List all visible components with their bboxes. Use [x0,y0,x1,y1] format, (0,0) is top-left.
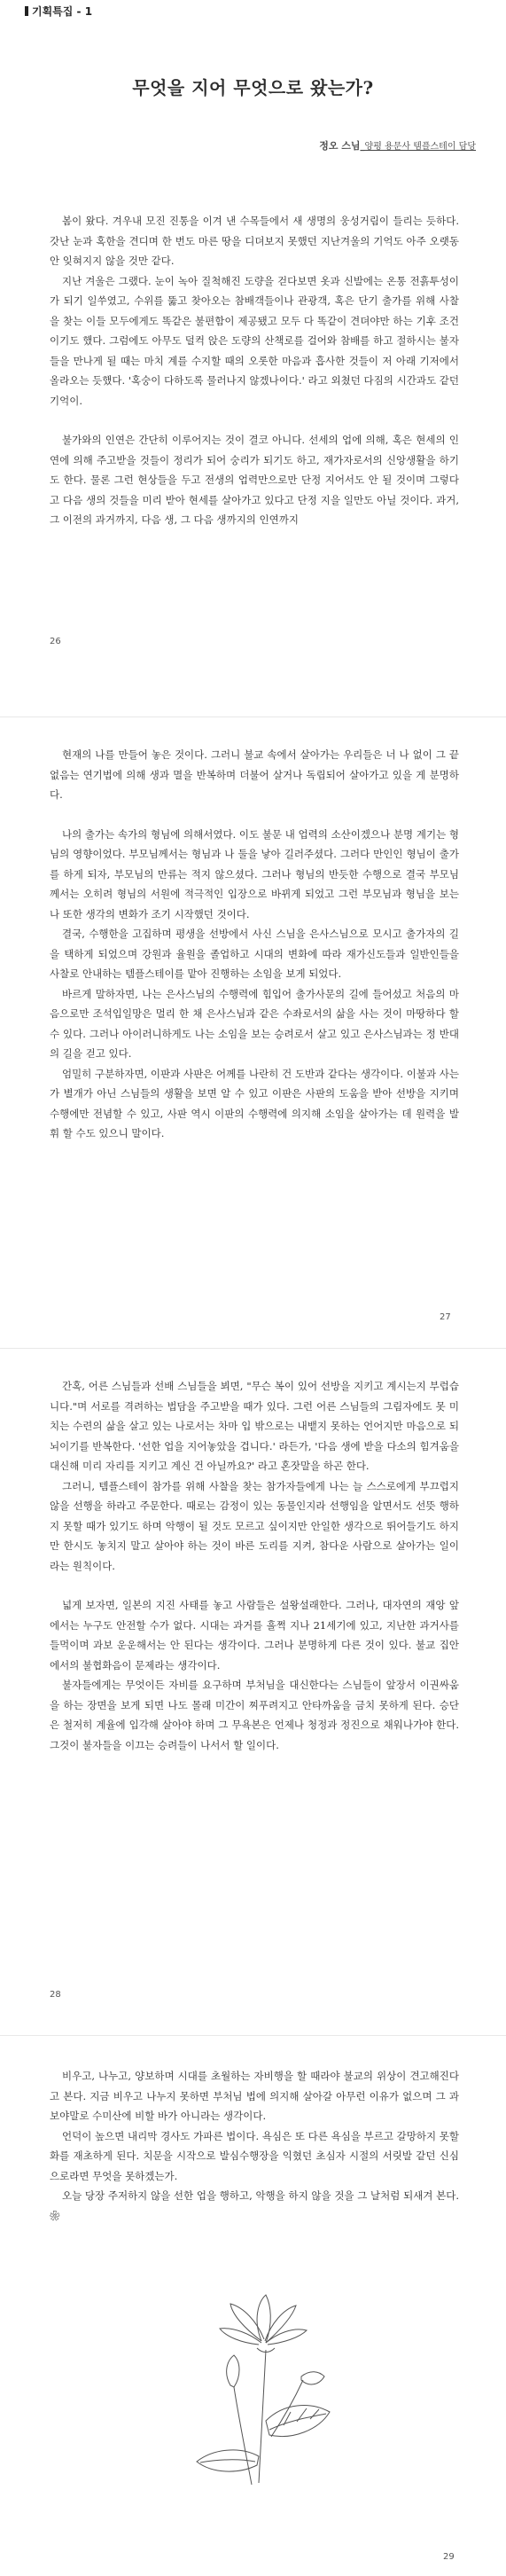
section-tag: 기획특집 - 1 [32,5,93,18]
paragraph: 그러니, 템플스테이 참가를 위해 사찰을 찾는 참가자들에게 나는 늘 스스로에게 부끄럽지 않을 선행을 하라고 주문한다. 때로는 감정이 있는 동물인지라 선행임을 알면서도 선뜻 행하지 못할 때가 있기도 하며 악행이 될 것도 모르고 싶이지만 안일한 생각으로 뛰어들기도 하지만 한시도 놓치지 말고 살아야 하는 것이 바른 도리를 지켜, 참다운 사람으로 살아가는 일이라는 원칙이다. [50,1479,459,1572]
page-2-body [50,745,459,1144]
paragraph: 불자들에게는 무엇이든 자비를 요구하며 부처님을 대신한다는 스님들이 앞장서 이권싸움을 하는 장면을 보게 되면 나도 몰래 미간이 찌푸려지고 안타까움을 금치 못하게 된다. 승단은 철저히 계율에 입각해 살아야 하며 그 무욕본은 언제나 청정과 정진으로 채워나가야 한다. 그것이 불자들을 이끄는 승려들이 나서서 할 일이다. [50,1679,459,1751]
page-number: 28 [50,1990,61,2000]
page-number: 29 [443,2552,455,2562]
paragraph: 오늘 당장 주저하지 않을 선한 업을 행하고, 악행을 하지 않을 것을 그 날처럼 되새겨 본다. ❀ [50,2189,459,2222]
article-title: 무엇을 지어 무엇으로 왔는가? [132,77,374,99]
author-byline [319,138,476,153]
page-divider [0,1348,506,1349]
paragraph: 결국, 수행한을 고집하며 평생을 선방에서 사신 스님을 은사스님으로 모시고 출가자의 길을 택하게 되었으며 강원과 율원을 졸업하고 시대의 변화에 따라 재가신도들과 일반인들을 사찰로 안내하는 템플스테이를 맡아 진행하는 소임을 보게 되었다. [50,928,459,980]
page-divider [0,716,506,717]
paragraph: 넓게 보자면, 일본의 지진 사태를 놓고 사람들은 설왕설래한다. 그러나, 대자연의 재앙 앞에서는 누구도 안전할 수가 없다. 시대는 과거를 흘쩍 지나 21세기에 있고, 지난한 과거사를 들먹이며 과보 운운해서는 안 된다는 생각이다. 그러나 분명하게 다른 것이 있다. 불교 집안에서의 불협화음이 문제라는 생각이다. [50,1599,459,1672]
paragraph: 언덕이 높으면 내리막 경사도 가파른 법이다. 욕심은 또 다른 욕심을 부르고 갈망하지 못할 화를 재초하게 된다. 치문을 시작으로 발심수행장을 익혔던 초심자 시절의 서릿발 같던 신심으로라면 무엇을 못하겠는가. [50,2129,459,2182]
paragraph: 간혹, 어른 스님들과 선배 스님들을 뵈면, "무슨 복이 있어 선방을 지키고 계시는지 부럽습니다."며 서로를 격려하는 법담을 주고받을 때가 있다. 그런 어른 스님들의 그림자에도 못 미치는 수련의 삶을 살고 있는 나로서는 차마 입 밖으로는 내뱉지 못하는 언어지만 마음으로 되 뇌이기를 반복한다. '선한 업을 지어놓았을 겁니다.' 라든가, '다음 생에 받을 다소의 힘겨움을 대신해 미리 자리를 지키고 계신 건 아닐까요?' 라고 혼잣말을 하곤 한다. [50,1380,459,1472]
paragraph: 비우고, 나누고, 양보하며 시대를 초월하는 자비행을 할 때라야 불교의 위상이 견고해진다고 본다. 지금 비우고 나누지 못하면 부처님 법에 의지해 살아갈 아무런 이유가 없으며 그 과보야말로 수미산에 비할 바가 아니라는 생각이다. [50,2070,459,2122]
paragraph: 지난 겨울은 그랬다. 눈이 녹아 질척해진 도량을 걷다보면 옷과 신발에는 온통 전흙투성이가 되기 일쑤였고, 수위를 뚫고 찾아오는 참배객들이나 관광객, 혹은 단기 출가를 위해 사찰을 찾는 이들 모두에게도 똑같은 불편함이 제공됐고 모두 다 똑같이 견뎌야만 하는 기후 조건이기도 했다. 그럼에도 아무도 덜컥 앉은 도량의 산책로를 걸어와 참배를 하고 절하시는 불자들을 만나게 될 때는 마치 계를 수지할 때의 오롯한 마음과 흡사한 것들이 저 아래 기저에서 올라오는 듯했다. '혹숭이 다하도록 물러나지 않겠나이다.' 라고 외쳤던 다짐의 시간과도 같던 기억이. [50,274,459,407]
page-divider [0,2035,506,2036]
page-number: 27 [440,1312,451,1322]
author-name: 정오 스님 [319,140,361,152]
paragraph: 불가와의 인연은 간단히 이루어지는 것이 결코 아니다. 선세의 업에 의해, 혹은 현세의 인연에 의해 주고받을 것들이 정리가 되어 숭리가 되기도 하고, 재가자로서의 신앙생활을 하기도 한다. 물론 그런 현상들을 두고 전생의 업력만으로만 단정 지어서도 안 될 것이며 그렇다고 다음 생의 것들을 미리 받아 현세를 살아가고 있다고 단정 지을 일만도 아닐 것이다. 과거, 그 이전의 과거까지, 다음 생, 그 다음 생까지의 인연까지 [50,434,459,526]
paragraph: 바르게 말하자면, 나는 은사스님의 수행력에 힘입어 출가사문의 길에 들어섰고 처음의 마음으로만 조석입일망은 멀리 한 채 은사스님과 같은 수좌로서의 삶을 사는 것이 마땅하다 할 수 있다. 그러나 아이러니하게도 나는 소임을 보는 승려로서 살고 있고 은사스님과는 정 반대의 길을 걷고 있다. [50,987,459,1060]
page-4-body [50,2066,459,2226]
page-number: 26 [50,637,61,646]
paragraph: 현재의 나를 만들어 놓은 것이다. 그러니 불교 속에서 살아가는 우리들은 너 나 없이 그 끝없음는 연기법에 의해 생과 멸을 반복하며 더불어 살거나 독립되어 살아가고 있을 게 분명하다. [50,748,459,801]
page-1-body [50,211,459,530]
paragraph: 나의 출가는 속가의 형님에 의해서였다. 이도 불문 내 업력의 소산이겠으나 분명 계기는 형님의 영향이었다. 부모님께서는 형님과 나 둘을 낳아 길러주셨다. 그러다 만인인 형님이 출가를 하게 되자, 부모님의 만류는 적지 않으셨다. 그러나 형님의 반듯한 수행으로 결국 부모님께서는 오히려 형님의 서원에 적극적인 입장으로 바뀌게 되었고 그런 부모님과 형님을 보는 나 또한 생각의 변화가 조기 시작했던 것이다. [50,827,459,920]
author-role: _양평 용문사 템플스테이 담당 [360,142,476,152]
lotus-illustration [177,2288,346,2492]
paragraph: 봄이 왔다. 겨우내 모진 진통을 이겨 낸 수목들에서 새 생명의 웅성거림이 들리는 듯하다. 갓난 눈과 혹한을 견디며 한 번도 마른 땅을 디뎌보지 못했던 지난겨울의 기억도 아주 오랫동안 잊혀지지 않을 것만 같다. [50,215,459,267]
page-3-body [50,1376,459,1755]
paragraph: 엄밀히 구분하자면, 이판과 사판은 어께를 나란히 건 도반과 같다는 생각이다. 이불과 사는가 별개가 아닌 스님들의 생활을 보면 알 수 있고 이판은 사판의 도움을 받아 선방을 지키며 수행에만 전념할 수 있고, 사판 역시 이판의 수행력에 의지해 소임을 살아가는 데 원력을 발휘 할 수도 있으니 말이다. [50,1067,459,1139]
